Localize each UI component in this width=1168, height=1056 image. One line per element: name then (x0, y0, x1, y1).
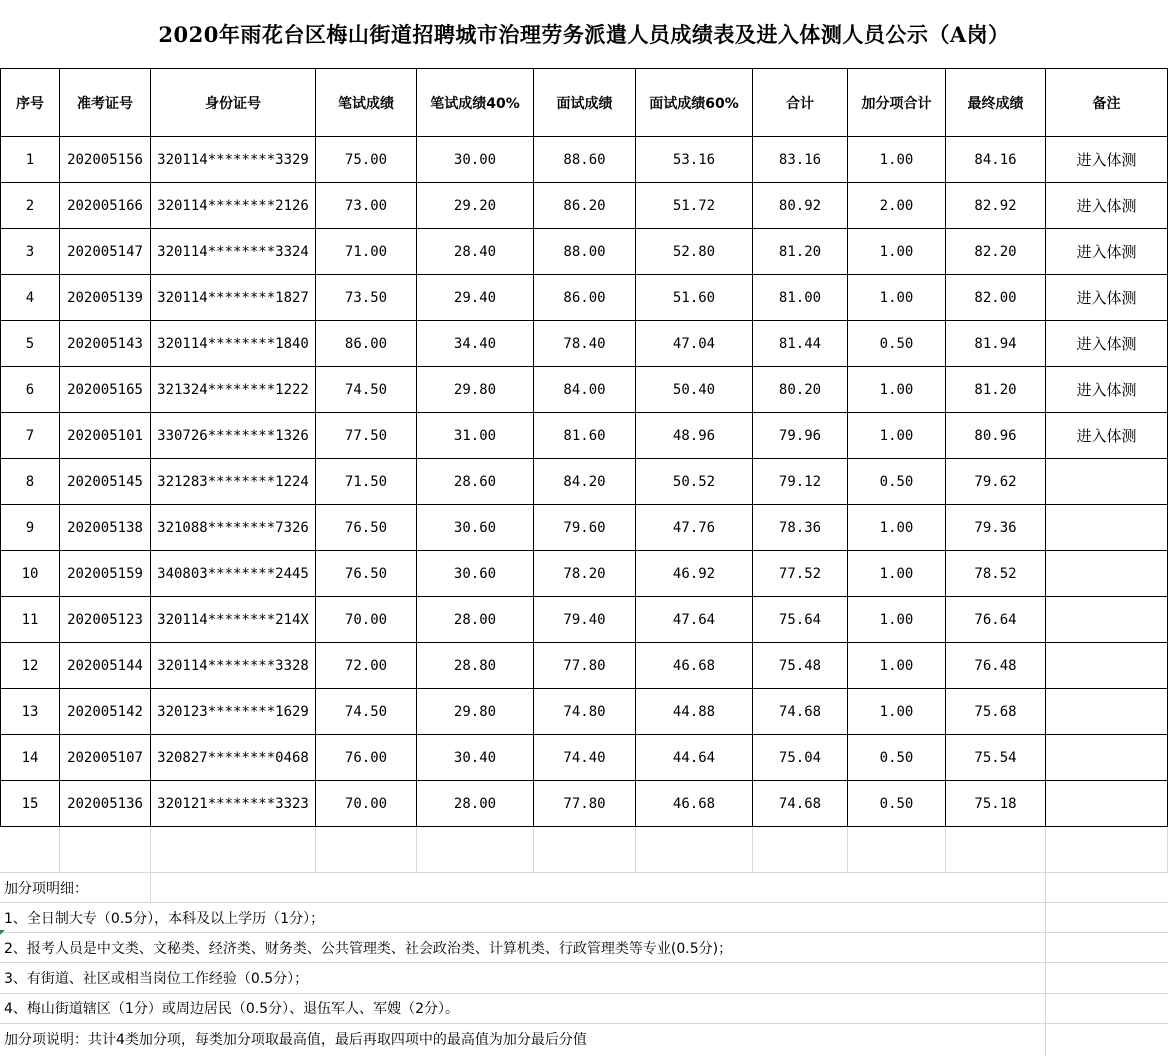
cell-exam-id[interactable]: 202005101 (60, 413, 151, 459)
cell-remark[interactable] (1046, 781, 1168, 827)
cell-written-40[interactable]: 30.00 (417, 137, 534, 183)
cell-interview[interactable]: 88.00 (534, 229, 636, 275)
cell-interview[interactable]: 81.60 (534, 413, 636, 459)
cell-remark[interactable]: 进入体测 (1046, 413, 1168, 459)
cell-bonus[interactable]: 1.00 (848, 643, 946, 689)
cell-bonus[interactable]: 1.00 (848, 367, 946, 413)
cell-remark[interactable]: 进入体测 (1046, 321, 1168, 367)
cell-exam-id[interactable]: 202005147 (60, 229, 151, 275)
cell-written-40[interactable]: 34.40 (417, 321, 534, 367)
cell-final[interactable]: 84.16 (946, 137, 1046, 183)
cell-id-card[interactable]: 320114********3329 (151, 137, 316, 183)
cell-seq[interactable]: 4 (1, 275, 60, 321)
cell-id-card[interactable]: 320114********214X (151, 597, 316, 643)
header-total[interactable]: 合计 (753, 69, 848, 137)
cell-exam-id[interactable]: 202005107 (60, 735, 151, 781)
table-row (1, 735, 1168, 781)
cell-written[interactable]: 76.00 (316, 735, 417, 781)
cell-interview[interactable]: 78.20 (534, 551, 636, 597)
cell-remark[interactable]: 进入体测 (1046, 229, 1168, 275)
cell-remark[interactable]: 进入体测 (1046, 183, 1168, 229)
cell-remark[interactable] (1046, 735, 1168, 781)
cell-exam-id[interactable]: 202005166 (60, 183, 151, 229)
cell-interview-60[interactable]: 51.72 (636, 183, 753, 229)
table-row (1, 551, 1168, 597)
cell-remark[interactable] (1046, 643, 1168, 689)
cell-bonus[interactable]: 1.00 (848, 689, 946, 735)
cell-exam-id[interactable]: 202005156 (60, 137, 151, 183)
cell-interview-60[interactable]: 52.80 (636, 229, 753, 275)
cell-id-card[interactable]: 330726********1326 (151, 413, 316, 459)
cell-interview-60[interactable]: 48.96 (636, 413, 753, 459)
cell-written-40[interactable]: 29.20 (417, 183, 534, 229)
cell-remark[interactable] (1046, 597, 1168, 643)
cell-interview-60[interactable]: 44.88 (636, 689, 753, 735)
cell-final[interactable]: 79.62 (946, 459, 1046, 505)
cell-interview-60[interactable]: 46.92 (636, 551, 753, 597)
cell-written[interactable]: 76.50 (316, 505, 417, 551)
cell-final[interactable]: 76.48 (946, 643, 1046, 689)
cell-final[interactable]: 75.68 (946, 689, 1046, 735)
cell-written-40[interactable]: 29.80 (417, 689, 534, 735)
cell-seq[interactable]: 9 (1, 505, 60, 551)
cell-total[interactable]: 83.16 (753, 137, 848, 183)
cell-seq[interactable]: 7 (1, 413, 60, 459)
cell-written[interactable]: 86.00 (316, 321, 417, 367)
table-row (1, 183, 1168, 229)
cell-exam-id[interactable]: 202005145 (60, 459, 151, 505)
header-bonus[interactable]: 加分项合计 (848, 69, 946, 137)
cell-seq[interactable]: 12 (1, 643, 60, 689)
cell-total[interactable]: 77.52 (753, 551, 848, 597)
cell-id-card[interactable]: 320114********2126 (151, 183, 316, 229)
cell-interview[interactable]: 84.00 (534, 367, 636, 413)
cell-written[interactable]: 73.00 (316, 183, 417, 229)
cell-final[interactable]: 80.96 (946, 413, 1046, 459)
gridline (1045, 872, 1046, 902)
cell-total[interactable]: 75.04 (753, 735, 848, 781)
cell-seq[interactable]: 15 (1, 781, 60, 827)
cell-remark[interactable] (1046, 505, 1168, 551)
cell-exam-id[interactable]: 202005123 (60, 597, 151, 643)
cell-total[interactable]: 80.20 (753, 367, 848, 413)
cell-written-40[interactable]: 31.00 (417, 413, 534, 459)
cell-seq[interactable]: 10 (1, 551, 60, 597)
cell-interview-60[interactable]: 53.16 (636, 137, 753, 183)
cell-final[interactable]: 82.20 (946, 229, 1046, 275)
cell-written[interactable]: 71.00 (316, 229, 417, 275)
cell-bonus[interactable]: 0.50 (848, 459, 946, 505)
cell-final[interactable]: 82.92 (946, 183, 1046, 229)
cell-remark[interactable] (1046, 459, 1168, 505)
cell-total[interactable]: 74.68 (753, 689, 848, 735)
cell-interview-60[interactable]: 46.68 (636, 781, 753, 827)
cell-written[interactable]: 74.50 (316, 367, 417, 413)
cell-interview-60[interactable]: 50.52 (636, 459, 753, 505)
cell-total[interactable]: 79.96 (753, 413, 848, 459)
cell-written[interactable]: 73.50 (316, 275, 417, 321)
cell-total[interactable]: 75.64 (753, 597, 848, 643)
cell-seq[interactable]: 8 (1, 459, 60, 505)
cell-seq[interactable]: 2 (1, 183, 60, 229)
cell-interview[interactable]: 74.40 (534, 735, 636, 781)
cell-final[interactable]: 81.94 (946, 321, 1046, 367)
cell-interview[interactable]: 88.60 (534, 137, 636, 183)
cell-bonus[interactable]: 1.00 (848, 275, 946, 321)
cell-interview[interactable]: 86.00 (534, 275, 636, 321)
cell-final[interactable]: 75.18 (946, 781, 1046, 827)
cell-final[interactable]: 78.52 (946, 551, 1046, 597)
cell-remark[interactable]: 进入体测 (1046, 137, 1168, 183)
notes-item-2[interactable]: 2、报考人员是中文类、文秘类、经济类、财务类、公共管理类、社会政治类、计算机类、行政管理类等专业(0.5分)； (4, 941, 733, 957)
gridline (847, 826, 848, 872)
cell-id-card[interactable]: 321088********7326 (151, 505, 316, 551)
header-final[interactable]: 最终成绩 (946, 69, 1046, 137)
cell-final[interactable]: 76.64 (946, 597, 1046, 643)
gridline (533, 826, 534, 872)
cell-seq[interactable]: 3 (1, 229, 60, 275)
cell-bonus[interactable]: 1.00 (848, 413, 946, 459)
cell-interview[interactable]: 86.20 (534, 183, 636, 229)
cell-bonus[interactable]: 2.00 (848, 183, 946, 229)
notes-item-3[interactable]: 3、有街道、社区或相当岗位工作经验（0.5分）； (4, 971, 309, 987)
cell-written[interactable]: 77.50 (316, 413, 417, 459)
table-row (1, 781, 1168, 827)
table-row (1, 229, 1168, 275)
header-row (1, 69, 1168, 137)
scores-table-body (1, 137, 1168, 827)
cell-written-40[interactable]: 28.00 (417, 781, 534, 827)
cell-written[interactable]: 76.50 (316, 551, 417, 597)
table-row (1, 137, 1168, 183)
header-id-card[interactable]: 身份证号 (151, 69, 316, 137)
cell-written[interactable]: 75.00 (316, 137, 417, 183)
cell-interview-60[interactable]: 46.68 (636, 643, 753, 689)
cell-exam-id[interactable]: 202005138 (60, 505, 151, 551)
cell-final[interactable]: 79.36 (946, 505, 1046, 551)
gridline (945, 826, 946, 872)
cell-exam-id[interactable]: 202005144 (60, 643, 151, 689)
scores-table (0, 68, 1168, 827)
cell-written-40[interactable]: 30.60 (417, 505, 534, 551)
cell-exam-id[interactable]: 202005139 (60, 275, 151, 321)
cell-total[interactable]: 75.48 (753, 643, 848, 689)
table-row (1, 459, 1168, 505)
cell-total[interactable]: 80.92 (753, 183, 848, 229)
cell-interview[interactable]: 77.80 (534, 643, 636, 689)
cell-exam-id[interactable]: 202005165 (60, 367, 151, 413)
notes-heading[interactable]: 加分项明细： (4, 881, 88, 897)
cell-interview-60[interactable]: 44.64 (636, 735, 753, 781)
cell-seq[interactable]: 6 (1, 367, 60, 413)
table-row (1, 321, 1168, 367)
cell-written-40[interactable]: 28.60 (417, 459, 534, 505)
cell-interview[interactable]: 74.80 (534, 689, 636, 735)
gridline (0, 902, 1168, 903)
cell-total[interactable]: 79.12 (753, 459, 848, 505)
cell-id-card[interactable]: 320114********1840 (151, 321, 316, 367)
cell-remark[interactable] (1046, 689, 1168, 735)
cell-id-card[interactable]: 320114********1827 (151, 275, 316, 321)
cell-id-card[interactable]: 320114********3324 (151, 229, 316, 275)
gridline (150, 872, 151, 902)
cell-written[interactable]: 72.00 (316, 643, 417, 689)
cell-exam-id[interactable]: 202005136 (60, 781, 151, 827)
cell-exam-id[interactable]: 202005143 (60, 321, 151, 367)
cell-final[interactable]: 82.00 (946, 275, 1046, 321)
cell-total[interactable]: 78.36 (753, 505, 848, 551)
cell-total[interactable]: 81.44 (753, 321, 848, 367)
gridline (416, 826, 417, 872)
cell-bonus[interactable]: 0.50 (848, 321, 946, 367)
cell-id-card[interactable]: 320121********3323 (151, 781, 316, 827)
gridline (150, 826, 151, 872)
cell-bonus[interactable]: 1.00 (848, 597, 946, 643)
cell-seq[interactable]: 11 (1, 597, 60, 643)
cell-id-card[interactable]: 340803********2445 (151, 551, 316, 597)
gridline (59, 826, 60, 872)
cell-id-card[interactable]: 321324********1222 (151, 367, 316, 413)
cell-written[interactable]: 70.00 (316, 597, 417, 643)
gridline (1045, 902, 1046, 1056)
cell-interview-60[interactable]: 50.40 (636, 367, 753, 413)
cell-id-card[interactable]: 320123********1629 (151, 689, 316, 735)
gridline (0, 872, 1168, 873)
cell-final[interactable]: 75.54 (946, 735, 1046, 781)
cell-total[interactable]: 74.68 (753, 781, 848, 827)
cell-interview-60[interactable]: 47.76 (636, 505, 753, 551)
cell-exam-id[interactable]: 202005142 (60, 689, 151, 735)
cell-interview-60[interactable]: 51.60 (636, 275, 753, 321)
table-row (1, 597, 1168, 643)
cell-written-40[interactable]: 28.80 (417, 643, 534, 689)
cell-seq[interactable]: 14 (1, 735, 60, 781)
table-row (1, 367, 1168, 413)
cell-written-40[interactable]: 30.60 (417, 551, 534, 597)
header-interview[interactable]: 面试成绩 (534, 69, 636, 137)
cell-interview-60[interactable]: 47.64 (636, 597, 753, 643)
header-written[interactable]: 笔试成绩 (316, 69, 417, 137)
notes-item-1[interactable]: 1、全日制大专（0.5分），本科及以上学历（1分）； (4, 911, 325, 927)
cell-exam-id[interactable]: 202005159 (60, 551, 151, 597)
cell-bonus[interactable]: 0.50 (848, 781, 946, 827)
cell-written-40[interactable]: 29.40 (417, 275, 534, 321)
cell-interview[interactable]: 79.60 (534, 505, 636, 551)
cell-interview[interactable]: 84.20 (534, 459, 636, 505)
cell-remark[interactable] (1046, 551, 1168, 597)
cell-final[interactable]: 81.20 (946, 367, 1046, 413)
cell-bonus[interactable]: 1.00 (848, 551, 946, 597)
table-row (1, 275, 1168, 321)
notes-item-4[interactable]: 4、梅山街道辖区（1分）或周边居民（0.5分）、退伍军人、军嫂（2分）。 (4, 1001, 459, 1017)
cell-remark[interactable]: 进入体测 (1046, 367, 1168, 413)
cell-total[interactable]: 81.00 (753, 275, 848, 321)
gridline (752, 826, 753, 872)
cell-interview-60[interactable]: 47.04 (636, 321, 753, 367)
cell-interview[interactable]: 78.40 (534, 321, 636, 367)
cell-written[interactable]: 74.50 (316, 689, 417, 735)
cell-interview[interactable]: 79.40 (534, 597, 636, 643)
gridline (1045, 826, 1046, 872)
cell-bonus[interactable]: 1.00 (848, 229, 946, 275)
cell-bonus[interactable]: 1.00 (848, 505, 946, 551)
cell-id-card[interactable]: 321283********1224 (151, 459, 316, 505)
table-row (1, 689, 1168, 735)
cell-written-40[interactable]: 30.40 (417, 735, 534, 781)
header-written-40[interactable]: 笔试成绩40% (417, 69, 534, 137)
cell-written-40[interactable]: 28.40 (417, 229, 534, 275)
cell-written-40[interactable]: 29.80 (417, 367, 534, 413)
table-row (1, 413, 1168, 459)
table-row (1, 643, 1168, 689)
cell-interview[interactable]: 77.80 (534, 781, 636, 827)
cell-written[interactable]: 71.50 (316, 459, 417, 505)
cell-written-40[interactable]: 28.00 (417, 597, 534, 643)
notes-explanation[interactable]: 加分项说明：共计4类加分项，每类加分项取最高值，最后再取四项中的最高值为加分最后分值 (4, 1032, 587, 1048)
cell-seq[interactable]: 1 (1, 137, 60, 183)
cell-seq[interactable]: 13 (1, 689, 60, 735)
cell-remark[interactable]: 进入体测 (1046, 275, 1168, 321)
cell-id-card[interactable]: 320114********3328 (151, 643, 316, 689)
cell-bonus[interactable]: 1.00 (848, 137, 946, 183)
cell-seq[interactable]: 5 (1, 321, 60, 367)
table-row (1, 505, 1168, 551)
gridline (635, 826, 636, 872)
gridline (315, 826, 316, 872)
header-exam-id[interactable]: 准考证号 (60, 69, 151, 137)
header-interview-60[interactable]: 面试成绩60% (636, 69, 753, 137)
cell-total[interactable]: 81.20 (753, 229, 848, 275)
cell-id-card[interactable]: 320827********0468 (151, 735, 316, 781)
page-title: 2020年雨花台区梅山街道招聘城市治理劳务派遣人员成绩表及进入体测人员公示（A岗） (158, 22, 1010, 47)
cell-bonus[interactable]: 0.50 (848, 735, 946, 781)
header-seq[interactable]: 序号 (1, 69, 60, 137)
header-remark[interactable]: 备注 (1046, 69, 1168, 137)
cell-written[interactable]: 70.00 (316, 781, 417, 827)
